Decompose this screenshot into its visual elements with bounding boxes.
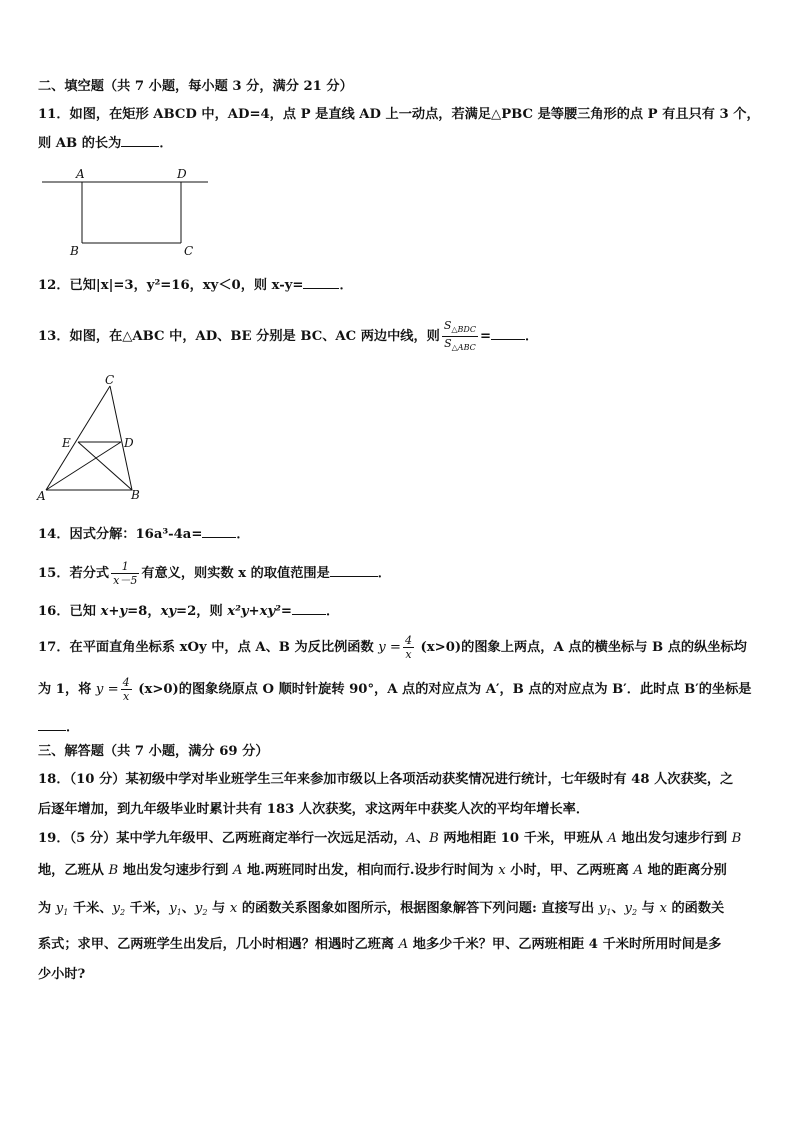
q14-end: ． (236, 527, 250, 542)
label-e: E (62, 436, 71, 450)
q11-answer-blank (121, 134, 159, 147)
q13-eq: = (479, 329, 492, 344)
q18-line-2: 后逐年增加，到九年级毕业时累计共有 183 人次获奖，求这两年中获奖人次的平均年增长率． (38, 802, 590, 817)
median-ad (46, 442, 121, 490)
q13-area-ratio (442, 319, 478, 354)
q19-t11: 千米、 (68, 901, 113, 916)
q19-t16: 、 (611, 901, 625, 916)
q19-t15: 的函数关系图象如图所示，根据图象解答下列问题: 直接写出 (237, 901, 599, 916)
q19-t9: 地的距离分别 (643, 863, 727, 878)
q19-line-3 (38, 900, 724, 922)
q19-m9: x (229, 901, 238, 916)
q19-y1-b (169, 901, 182, 916)
q19-t3: 两地相距 10 千米，甲班从 (438, 831, 608, 846)
q19-t12: 千米， (125, 901, 170, 916)
q19-t4: 地出发匀速步行到 (616, 831, 732, 846)
q13-num-s: S (443, 319, 452, 332)
q13-answer-blank (491, 327, 525, 340)
q16-math-1: x+y (100, 604, 128, 619)
q19-line-2 (38, 862, 727, 880)
q19-y2b-y: y (194, 901, 203, 916)
q17-num-1: 4 (404, 634, 412, 647)
q19-m4: B (731, 831, 742, 846)
q19-t13: 、 (181, 901, 195, 916)
q17-y-eq: y = (378, 640, 401, 655)
q16-end: ． (325, 604, 340, 619)
q15-numerator: 1 (111, 560, 139, 574)
q19-y2c-y: y (624, 901, 632, 916)
q17-den-2: x (123, 690, 130, 703)
q19-line-1 (38, 830, 741, 848)
q19-t1: 19．（5 分）某中学九年级甲、乙两班商定举行一次远足活动， (38, 831, 407, 846)
label-c: C (105, 373, 115, 387)
q19-y1c-y: y (598, 901, 607, 916)
q19-y2-b (195, 901, 208, 916)
q13-den-s: S (444, 337, 452, 350)
section-2-title: 二、填空题（共 7 小题，每小题 3 分，满分 21 分） (38, 79, 353, 94)
q16-answer-blank (292, 602, 326, 615)
label-d: D (124, 436, 134, 450)
q18-line-1: 18．（10 分）某初级中学对毕业班学生三年来参加市级以上各项活动获奖情况进行统计，七年级时有 48 人次获奖，之 (38, 772, 734, 787)
q17-num-2: 4 (122, 676, 130, 689)
label-d: D (177, 167, 187, 181)
q19-m6: A (232, 863, 243, 878)
label-b: B (131, 488, 140, 502)
q19-t19: 系式；求甲、乙两班学生出发后，几小时相遇？相遇时乙班离 (38, 937, 399, 952)
label-a: A (76, 167, 85, 181)
q15-end: ． (377, 566, 391, 581)
q15-line (38, 557, 391, 591)
q16-pre: 16．已知 (38, 604, 101, 619)
q19-y1b-sub: 1 (176, 908, 182, 917)
q17-answer-blank (38, 718, 66, 731)
q19-y2b-sub: 2 (202, 908, 208, 917)
q11-end: ． (159, 136, 173, 151)
q19-t10: 为 (38, 901, 56, 916)
q19-t17: 与 (637, 901, 660, 916)
q19-t2: 、 (415, 831, 430, 846)
q19-y2-c (625, 901, 638, 916)
q19-t20: 地多少千米？甲、乙两班相距 4 千米时所用时间是多 (408, 937, 722, 952)
rectangle-abcd-figure (38, 165, 218, 260)
q19-y1-c (599, 901, 612, 916)
q15-text: 15．若分式 (38, 566, 110, 581)
q11-text: 则 AB 的长为 (38, 136, 122, 151)
segment-ac (46, 386, 110, 490)
q19-m7: x (498, 863, 506, 878)
q19-y1a-y: y (55, 901, 64, 916)
q19-m10: x (659, 901, 667, 916)
q19-t18: 的函数关 (666, 901, 725, 916)
q11-line-1: 11．如图，在矩形 ABCD 中，AD=4，点 P 是直线 AD 上一动点，若满足△PBC 是等腰三角形的点 P 有且只有 3 个， (38, 107, 760, 122)
q15-answer-blank (330, 564, 378, 577)
q16-text-3: = (280, 604, 292, 619)
q19-t14: 与 (207, 901, 230, 916)
q19-m2: B (429, 831, 439, 846)
q17-text-4: (x>0)的图象绕原点 O 顺时针旋转 90°，A 点的对应点为 A′，B 点的对应点为 B′．此时点 B′的坐标是 (133, 682, 752, 697)
q11-line-2 (38, 134, 173, 153)
q19-y1c-sub: 1 (606, 908, 612, 917)
q17-line-3 (38, 718, 79, 737)
q15-fraction (111, 560, 139, 587)
q19-m3: A (607, 831, 617, 846)
q19-y2a-y: y (112, 901, 120, 916)
q14-answer-blank (202, 525, 236, 538)
q17-text-2: (x>0)的图象上两点，A 点的横坐标与 B 点的纵坐标均 (415, 640, 747, 655)
q13-num-sub: △BDC (451, 325, 476, 334)
q19-m5: B (108, 863, 119, 878)
q17-text-3: 为 1，将 (38, 682, 96, 697)
label-a: A (37, 489, 46, 503)
q19-y2c-sub: 2 (631, 908, 638, 917)
q12-line (38, 276, 353, 295)
q17-end: ． (66, 720, 80, 735)
q13-line (38, 319, 538, 354)
q13-text: 13．如图，在△ABC 中，AD、BE 分别是 BC、AC 两边中线，则 (38, 329, 440, 344)
q19-y2a-sub: 2 (119, 908, 126, 917)
q19-t6: 地出发匀速步行到 (118, 863, 233, 878)
q19-t8: 小时，甲、乙两班离 (505, 863, 634, 878)
triangle-abc-figure (36, 372, 148, 504)
q19-y1-a (56, 901, 69, 916)
label-b: B (70, 244, 79, 258)
q17-fraction-2 (121, 676, 132, 703)
q15-text-2: 有意义，则实数 x 的取值范围是 (141, 566, 330, 581)
q15-denominator: x－5 (113, 574, 138, 587)
q19-line-4 (38, 936, 721, 954)
section-3-title: 三、解答题（共 7 小题，满分 69 分） (38, 744, 269, 759)
q13-den-sub: △ABC (451, 343, 476, 352)
q19-t5: 地，乙班从 (38, 863, 109, 878)
q12-end: ． (339, 278, 353, 293)
q19-y1a-sub: 1 (63, 908, 69, 917)
q17-text-1: 17．在平面直角坐标系 xOy 中，点 A、B 为反比例函数 (38, 640, 379, 655)
q13-end: ． (525, 329, 539, 344)
q19-y2-a (112, 901, 125, 916)
q19-y1b-y: y (169, 901, 177, 916)
q14-line (38, 525, 250, 544)
q16-math-3: x²y+xy² (227, 604, 281, 619)
q16-math-2: xy (160, 604, 177, 619)
label-c: C (184, 244, 194, 258)
q16-text-2: =2，则 (176, 604, 228, 619)
q19-m11: A (398, 937, 409, 952)
q19-m8: A (633, 863, 644, 878)
q17-den-1: x (405, 648, 412, 661)
q17-line-1 (38, 630, 747, 666)
q12-text: 12．已知|x|=3，y²=16，xy＜0，则 x-y= (38, 278, 304, 293)
q17-y-eq-2: y = (95, 682, 119, 697)
q17-fraction-1 (403, 634, 414, 661)
q16-text-1: =8， (127, 604, 161, 619)
q19-m1: A (406, 831, 416, 846)
q19-t7: 地.两班同时出发，相向而行.设步行时间为 (242, 863, 499, 878)
q14-text: 14．因式分解：16a³-4a= (38, 527, 203, 542)
q19-line-5: 少小时? (38, 967, 86, 982)
q16-line (38, 602, 339, 621)
q12-answer-blank (303, 276, 339, 289)
q17-line-2 (38, 672, 751, 708)
